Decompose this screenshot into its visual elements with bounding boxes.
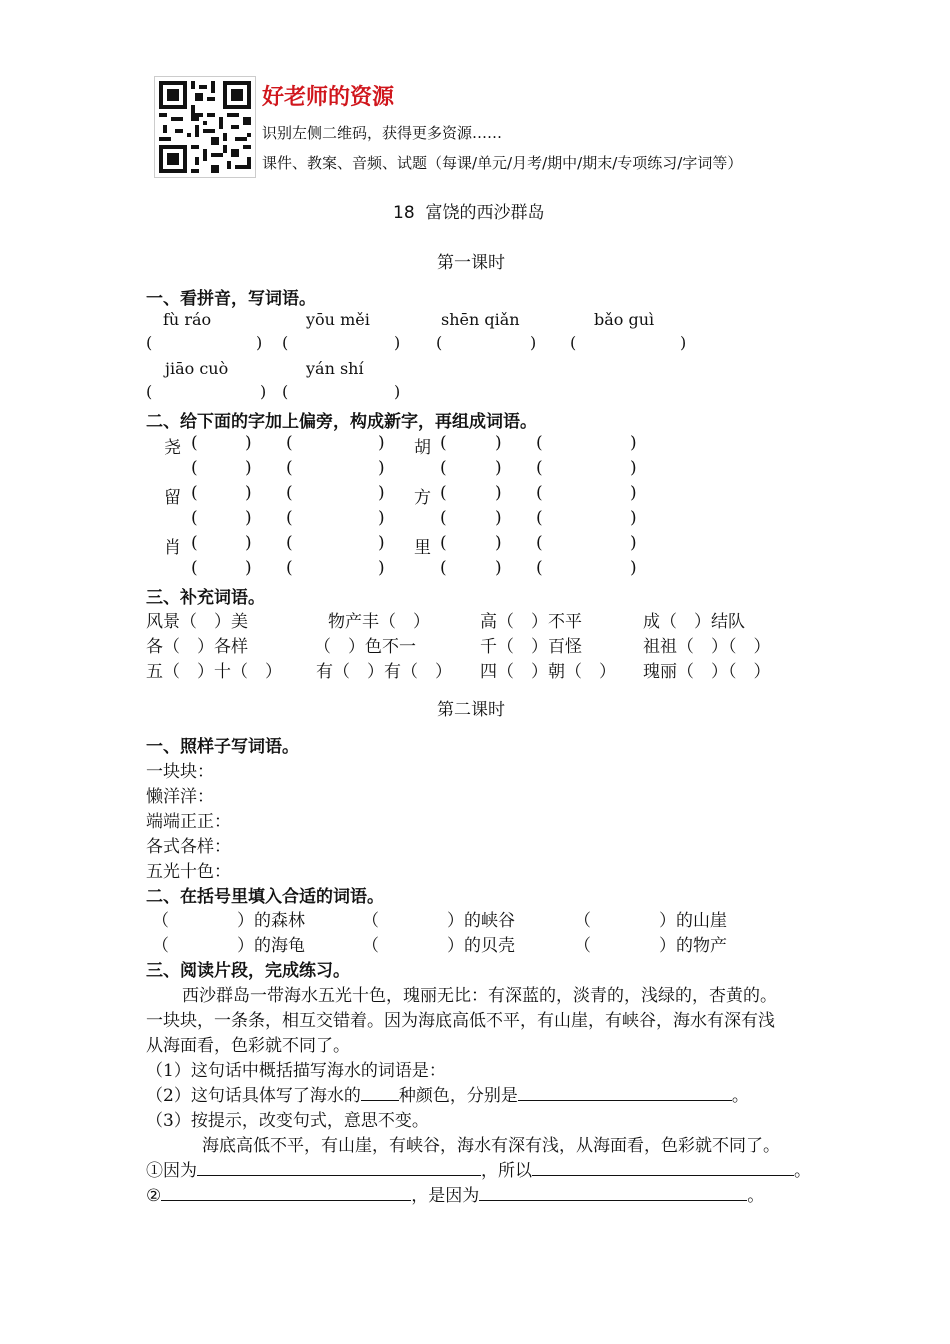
idiom-item: 成（ ）结队: [643, 612, 745, 632]
idiom-item: 四（ ）朝（ ）: [480, 662, 616, 682]
idiom-item: （ ）色不一: [314, 637, 416, 657]
paren: ): [260, 382, 267, 401]
answer-line[interactable]: [532, 1161, 794, 1176]
question-2-text-a: （2）这句话具体写了海水的: [146, 1086, 361, 1106]
paren: ): [245, 533, 252, 553]
fill-phrase[interactable]: （ ）的贝壳: [362, 936, 515, 956]
answer-blank[interactable]: (: [536, 483, 543, 503]
paren: ): [530, 333, 537, 352]
base-char: 留: [164, 488, 181, 508]
answer-blank[interactable]: (: [440, 533, 447, 553]
period: 。: [731, 1086, 749, 1106]
paren: ): [495, 508, 502, 528]
example-word: 端端正正：: [146, 812, 231, 832]
fill-phrase[interactable]: （ ）的峡谷: [362, 911, 515, 931]
idiom-item: 有（ ）有（ ）: [316, 662, 452, 682]
pinyin: fù ráo: [163, 310, 212, 329]
example-word: 各式各样：: [146, 837, 231, 857]
rewrite-2-prefix: ②: [146, 1186, 162, 1206]
fill-phrase[interactable]: （ ）的森林: [152, 911, 305, 931]
l2-q2-title: 二、在括号里填入合适的词语。: [146, 887, 384, 907]
answer-blank[interactable]: (: [570, 333, 577, 352]
passage-line: 西沙群岛一带海水五光十色，瑰丽无比：有深蓝的，淡青的，浅绿的，杏黄的。: [182, 986, 777, 1006]
answer-blank[interactable]: (: [282, 333, 289, 352]
answer-blank[interactable]: (: [440, 508, 447, 528]
paren: ): [495, 458, 502, 478]
paren: ): [378, 533, 385, 553]
question-2: [146, 1081, 749, 1106]
answer-blank[interactable]: (: [536, 433, 543, 453]
paren: ): [495, 433, 502, 453]
idiom-item: 物产丰（ ）: [328, 612, 430, 632]
paren: ): [680, 333, 687, 352]
period: 。: [794, 1161, 811, 1181]
answer-blank[interactable]: (: [191, 533, 198, 553]
paren: ): [378, 458, 385, 478]
question-1: （1）这句话中概括描写海水的词语是：: [146, 1061, 446, 1081]
page-title: 18 富饶的西沙群岛: [393, 203, 545, 223]
rewrite-2: [146, 1181, 764, 1206]
passage-line: 一块块，一条条，相互交错着。因为海底高低不平，有山崖，有峡谷，海水有深有浅: [146, 1011, 775, 1031]
base-char: 胡: [414, 438, 431, 458]
base-char: 里: [414, 538, 431, 558]
pinyin: yōu měi: [306, 310, 370, 329]
rewrite-1: [146, 1156, 811, 1181]
fill-phrase[interactable]: （ ）的山崖: [574, 911, 727, 931]
paren: ): [378, 558, 385, 578]
answer-line[interactable]: [161, 1186, 411, 1201]
brand-title: 好老师的资源: [262, 85, 395, 110]
l1-q2-title: 二、给下面的字加上偏旁，构成新字，再组成词语。: [146, 412, 537, 432]
qr-code-image: [154, 76, 256, 178]
passage-line: 从海面看，色彩就不同了。: [146, 1036, 350, 1056]
answer-blank[interactable]: (: [191, 508, 198, 528]
paren: ): [630, 533, 637, 553]
answer-blank[interactable]: (: [282, 382, 289, 401]
fill-phrase[interactable]: （ ）的物产: [574, 936, 727, 956]
question-2-text-b: 种颜色，分别是: [398, 1086, 518, 1106]
paren: ): [378, 483, 385, 503]
pinyin: shēn qiǎn: [441, 310, 520, 329]
lesson-2-heading: 第二课时: [437, 700, 505, 720]
paren: ): [378, 508, 385, 528]
question-3-sentence: 海底高低不平，有山崖，有峡谷，海水有深有浅，从海面看，色彩就不同了。: [202, 1136, 780, 1156]
base-char: 肖: [164, 538, 181, 558]
paren: ): [495, 533, 502, 553]
answer-blank[interactable]: (: [536, 458, 543, 478]
header-line-2: 课件、教案、音频、试题（每课/单元/月考/期中/期末/专项练习/字词等）: [262, 154, 743, 172]
paren: ): [630, 433, 637, 453]
l2-q1-title: 一、照样子写词语。: [146, 737, 299, 757]
paren: ): [630, 508, 637, 528]
paren: ): [394, 333, 401, 352]
paren: ): [245, 433, 252, 453]
example-word: 五光十色：: [146, 862, 231, 882]
answer-line[interactable]: [361, 1086, 399, 1101]
answer-blank[interactable]: (: [146, 333, 153, 352]
paren: ): [394, 382, 401, 401]
answer-blank[interactable]: (: [286, 458, 293, 478]
answer-blank[interactable]: (: [286, 508, 293, 528]
paren: ): [630, 558, 637, 578]
paren: ): [630, 458, 637, 478]
pinyin: jiāo cuò: [165, 359, 229, 378]
example-word: 懒洋洋：: [146, 787, 214, 807]
answer-blank[interactable]: (: [440, 558, 447, 578]
paren: ): [378, 433, 385, 453]
idiom-item: 各（ ）各样: [146, 637, 248, 657]
answer-line[interactable]: [479, 1186, 747, 1201]
l1-q3-title: 三、补充词语。: [146, 588, 265, 608]
answer-line[interactable]: [197, 1161, 481, 1176]
lesson-1-heading: 第一课时: [437, 253, 505, 273]
answer-blank[interactable]: (: [191, 433, 198, 453]
paren: ): [495, 483, 502, 503]
header-line-1: 识别左侧二维码，获得更多资源……: [262, 124, 503, 142]
paren: ): [245, 558, 252, 578]
paren: ): [495, 558, 502, 578]
l1-q1-title: 一、看拼音，写词语。: [146, 289, 316, 309]
answer-blank[interactable]: (: [286, 433, 293, 453]
fill-phrase[interactable]: （ ）的海龟: [152, 936, 305, 956]
idiom-item: 千（ ）百怪: [480, 637, 582, 657]
idiom-item: 瑰丽（ ）（ ）: [643, 662, 771, 682]
idiom-item: 高（ ）不平: [480, 612, 582, 632]
rewrite-1-prefix: ①因为: [146, 1161, 197, 1181]
answer-blank[interactable]: (: [191, 558, 198, 578]
answer-blank[interactable]: (: [440, 433, 447, 453]
paren: ): [245, 458, 252, 478]
example-word: 一块块：: [146, 762, 214, 782]
paren: ): [256, 333, 263, 352]
base-char: 方: [414, 488, 431, 508]
answer-blank[interactable]: (: [536, 533, 543, 553]
paren: ): [630, 483, 637, 503]
answer-blank[interactable]: (: [286, 558, 293, 578]
paren: ): [245, 483, 252, 503]
idiom-item: 五（ ）十（ ）: [146, 662, 282, 682]
rewrite-2-middle: ，是因为: [411, 1186, 480, 1206]
answer-line[interactable]: [518, 1086, 732, 1101]
answer-blank[interactable]: (: [536, 558, 543, 578]
idiom-item: 风景（ ）美: [146, 612, 248, 632]
answer-blank[interactable]: (: [191, 458, 198, 478]
idiom-item: 祖祖（ ）（ ）: [643, 637, 771, 657]
base-char: 尧: [164, 438, 181, 458]
l2-q3-title: 三、阅读片段，完成练习。: [146, 961, 350, 981]
answer-blank[interactable]: (: [146, 382, 153, 401]
answer-blank[interactable]: (: [440, 483, 447, 503]
answer-blank[interactable]: (: [286, 533, 293, 553]
answer-blank[interactable]: (: [191, 483, 198, 503]
answer-blank[interactable]: (: [436, 333, 443, 352]
period: 。: [747, 1186, 765, 1206]
pinyin: yán shí: [306, 359, 364, 378]
answer-blank[interactable]: (: [286, 483, 293, 503]
pinyin: bǎo guì: [594, 310, 655, 329]
paren: ): [245, 508, 252, 528]
rewrite-1-middle: ，所以: [481, 1161, 532, 1181]
answer-blank[interactable]: (: [536, 508, 543, 528]
answer-blank[interactable]: (: [440, 458, 447, 478]
question-3: （3）按提示，改变句式，意思不变。: [146, 1111, 429, 1131]
